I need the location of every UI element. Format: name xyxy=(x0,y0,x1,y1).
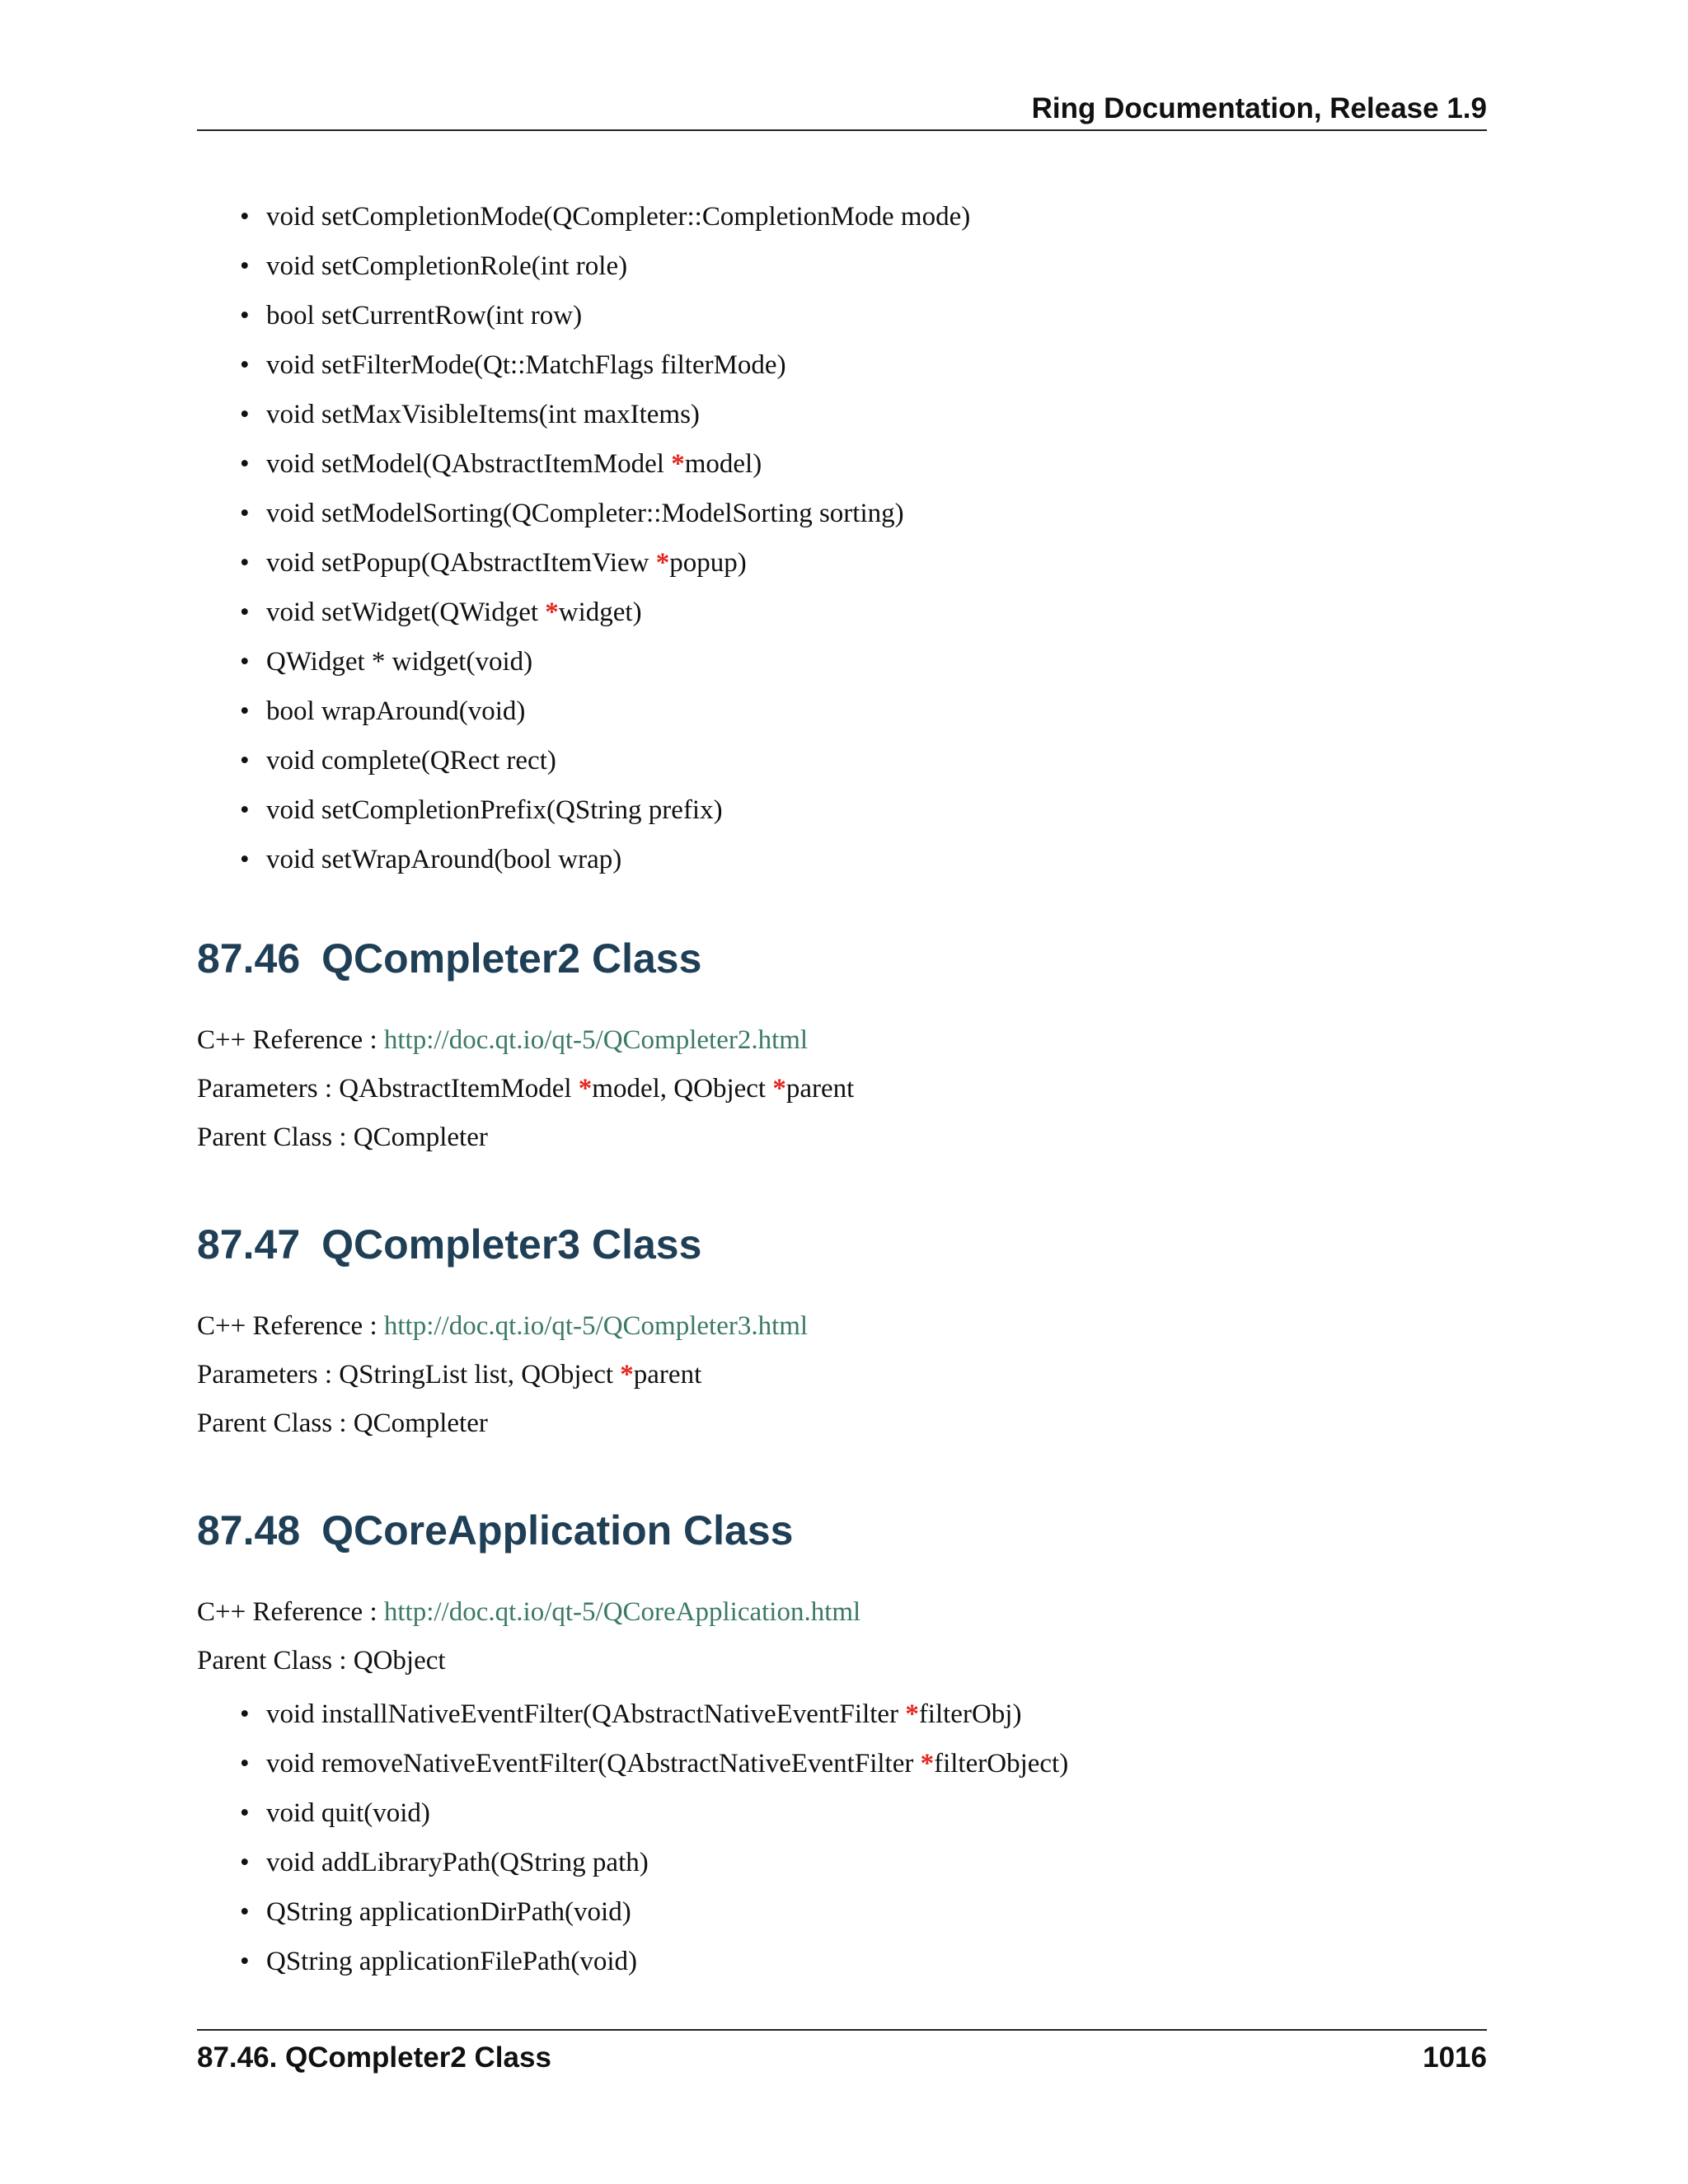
parent-class-value: QCompleter xyxy=(353,1408,488,1438)
method-signature-rest: model) xyxy=(684,449,762,479)
param-text: QStringList list, QObject xyxy=(339,1360,621,1390)
section-number: 87.47 xyxy=(197,1221,301,1268)
cpp-reference-87-47 xyxy=(197,1301,808,1351)
method-item xyxy=(197,538,1487,588)
parameters-label: Parameters : xyxy=(197,1074,340,1104)
method-list-qcoreapplication xyxy=(197,1690,1487,1986)
method-signature: void addLibraryPath(QString path) xyxy=(266,1848,649,1877)
param-text: parent xyxy=(785,1074,855,1104)
pointer-star: * xyxy=(671,449,685,479)
section-heading-87-48 xyxy=(197,1507,793,1554)
parameters-label: Parameters : xyxy=(197,1360,340,1390)
method-signature: void setModel(QAbstractItemModel xyxy=(266,449,672,479)
section-number: 87.46 xyxy=(197,935,301,982)
method-signature: void setCompletionPrefix(QString prefix) xyxy=(266,795,723,825)
parent-class-87-47 xyxy=(197,1399,488,1448)
method-signature: QWidget * widget(void) xyxy=(266,647,533,677)
param-text: QAbstractItemModel xyxy=(339,1074,579,1104)
method-signature: void setCompletionMode(QCompleter::CompletionMode mode) xyxy=(266,202,971,232)
parent-class-value: QObject xyxy=(353,1646,446,1675)
running-header: Ring Documentation, Release 1.9 xyxy=(1031,92,1487,124)
method-item xyxy=(197,439,1487,489)
method-signature: void installNativeEventFilter(QAbstractNativeEventFilter xyxy=(266,1699,906,1729)
parent-class-label: Parent Class : xyxy=(197,1646,354,1675)
method-item xyxy=(197,489,1487,538)
method-signature: void setWrapAround(bool wrap) xyxy=(266,845,622,874)
method-signature: QString applicationDirPath(void) xyxy=(266,1897,631,1927)
cpp-reference-87-46 xyxy=(197,1015,808,1065)
method-signature-rest: filterObject) xyxy=(934,1749,1069,1779)
method-signature-rest: popup) xyxy=(669,548,747,578)
method-item xyxy=(197,785,1487,835)
cpp-reference-link[interactable]: http://doc.qt.io/qt-5/QCompleter3.html xyxy=(383,1311,809,1341)
cpp-reference-label: C++ Reference : xyxy=(197,1597,384,1627)
method-item xyxy=(197,588,1487,637)
method-signature: void setCompletionRole(int role) xyxy=(266,251,628,281)
method-signature: QString applicationFilePath(void) xyxy=(266,1947,638,1976)
cpp-reference-link[interactable]: http://doc.qt.io/qt-5/QCoreApplication.html xyxy=(383,1597,861,1627)
header-rule xyxy=(197,129,1487,131)
pointer-star: * xyxy=(620,1360,634,1390)
method-item xyxy=(197,1739,1487,1788)
method-item xyxy=(197,291,1487,340)
pointer-star: * xyxy=(578,1074,593,1104)
pointer-star: * xyxy=(905,1699,919,1729)
method-signature-rest: filterObj) xyxy=(918,1699,1022,1729)
method-signature: void complete(QRect rect) xyxy=(266,746,556,776)
method-item xyxy=(197,340,1487,390)
parameters-value xyxy=(339,1074,854,1104)
method-list-qcompleter xyxy=(197,192,1487,884)
section-title: QCoreApplication Class xyxy=(321,1507,794,1554)
method-signature-rest: widget) xyxy=(558,598,642,627)
parent-class-label: Parent Class : xyxy=(197,1408,354,1438)
method-item xyxy=(197,1887,1487,1937)
method-signature: void setMaxVisibleItems(int maxItems) xyxy=(266,400,700,429)
method-signature: void setModelSorting(QCompleter::ModelSorting sorting) xyxy=(266,499,904,528)
parent-class-87-48 xyxy=(197,1636,446,1685)
section-title: QCompleter3 Class xyxy=(321,1221,702,1268)
parent-class-value: QCompleter xyxy=(353,1122,488,1152)
pointer-star: * xyxy=(545,598,559,627)
document-page xyxy=(197,0,1487,2184)
method-item xyxy=(197,736,1487,785)
section-heading-87-47 xyxy=(197,1221,701,1268)
method-item xyxy=(197,1690,1487,1739)
method-item xyxy=(197,835,1487,884)
pointer-star: * xyxy=(920,1749,935,1779)
method-signature: void quit(void) xyxy=(266,1798,430,1828)
parameters-87-47 xyxy=(197,1350,701,1399)
method-signature: void setFilterMode(Qt::MatchFlags filterMode) xyxy=(266,350,786,380)
parameters-value xyxy=(339,1360,701,1390)
method-signature: bool wrapAround(void) xyxy=(266,696,526,726)
method-item xyxy=(197,637,1487,687)
param-text: parent xyxy=(633,1360,702,1390)
method-item xyxy=(197,687,1487,736)
method-item xyxy=(197,1788,1487,1838)
method-item xyxy=(197,241,1487,291)
parameters-87-46 xyxy=(197,1064,854,1113)
method-signature: bool setCurrentRow(int row) xyxy=(266,301,583,330)
footer-rule xyxy=(197,2029,1487,2031)
pointer-star: * xyxy=(772,1074,786,1104)
page-number: 1016 xyxy=(1423,2041,1487,2074)
method-item xyxy=(197,390,1487,439)
method-item xyxy=(197,1838,1487,1887)
method-item xyxy=(197,192,1487,241)
parent-class-label: Parent Class : xyxy=(197,1122,354,1152)
section-heading-87-46 xyxy=(197,935,701,982)
section-title: QCompleter2 Class xyxy=(321,935,702,982)
section-number: 87.48 xyxy=(197,1507,301,1554)
cpp-reference-label: C++ Reference : xyxy=(197,1025,384,1055)
cpp-reference-link[interactable]: http://doc.qt.io/qt-5/QCompleter2.html xyxy=(383,1025,809,1055)
method-item xyxy=(197,1937,1487,1986)
parent-class-87-46 xyxy=(197,1113,488,1162)
method-signature: void setPopup(QAbstractItemView xyxy=(266,548,656,578)
pointer-star: * xyxy=(655,548,670,578)
param-text: model, QObject xyxy=(592,1074,773,1104)
method-signature: void removeNativeEventFilter(QAbstractNativeEventFilter xyxy=(266,1749,921,1779)
method-signature: void setWidget(QWidget xyxy=(266,598,546,627)
cpp-reference-label: C++ Reference : xyxy=(197,1311,384,1341)
cpp-reference-87-48 xyxy=(197,1587,860,1637)
footer-section-title: 87.46. QCompleter2 Class xyxy=(197,2041,551,2074)
